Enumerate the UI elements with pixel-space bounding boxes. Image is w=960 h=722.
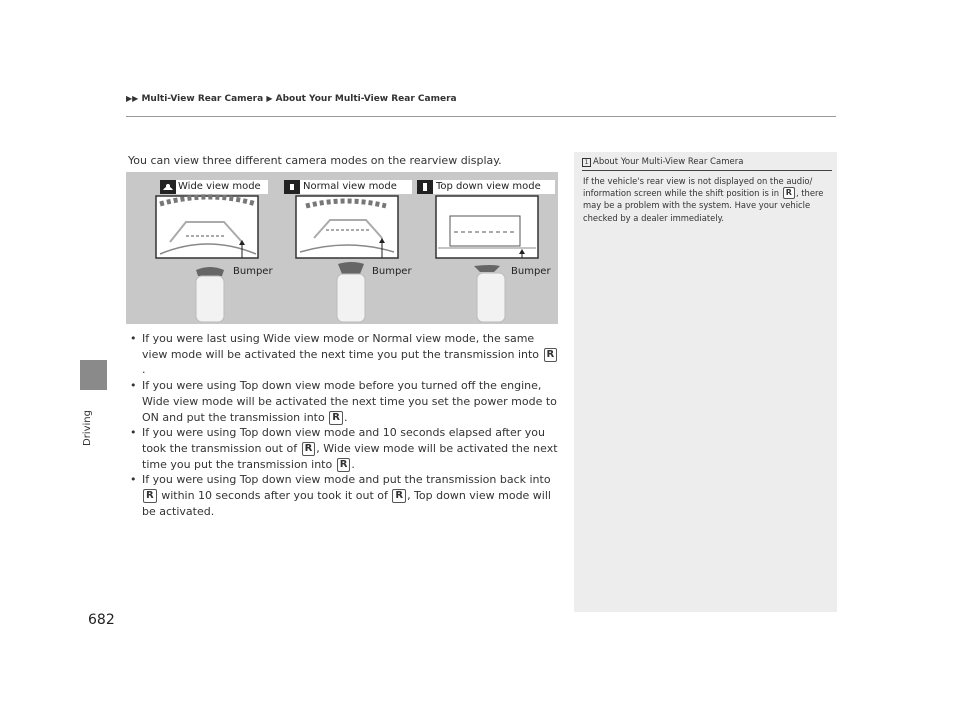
side-note-divider — [582, 170, 832, 171]
section-tab — [80, 360, 107, 390]
intro-text: You can view three different camera modes on the rearview display. — [128, 154, 502, 167]
car-normal — [337, 262, 365, 322]
r-key-icon: R — [337, 458, 351, 472]
list-item: • If you were using Top down view mode and 10 seconds elapsed after you took the transmission out of R , Wide view mode will be activated the next time you put the transmission into R . — [130, 425, 560, 472]
bumper-label: Bumper — [233, 266, 273, 277]
side-note-body: If the vehicle's rear view is not displayed on the audio/ information screen while the shift position is in R , there may be a problem with the system. Have your vehicle checked by a dealer immediately. — [583, 176, 824, 223]
page-number: 682 — [88, 612, 115, 628]
bullet-list — [130, 331, 560, 519]
mode-label-text: Top down view mode — [436, 181, 541, 192]
camera-modes-illustration — [126, 172, 558, 324]
bumper-label: Bumper — [372, 266, 412, 277]
header-divider — [126, 116, 836, 117]
list-item: • If you were using Top down view mode before you turned off the engine, Wide view mode will be activated the next time you set the power mode to ON and put the transmission into R . — [130, 378, 560, 425]
car-topdown — [474, 265, 505, 322]
list-item: • If you were last using Wide view mode or Normal view mode, the same view mode will be activated the next time you put the transmission into R. — [130, 331, 560, 378]
list-item: • If you were using Top down view mode and put the transmission back into R within 10 seconds after you took it out of R , Top down view mode will be activated. — [130, 472, 560, 519]
breadcrumb — [126, 94, 457, 104]
r-key-icon: R — [329, 411, 343, 425]
topdown-view-screen — [436, 196, 538, 258]
section-tab-label: Driving — [82, 410, 93, 446]
car-wide — [196, 267, 224, 322]
mode-label-text: Normal view mode — [303, 181, 397, 192]
r-key-icon: R — [143, 489, 157, 503]
breadcrumb-item[interactable]: About Your Multi-View Rear Camera — [275, 94, 457, 104]
side-note-title: 1 About Your Multi-View Rear Camera — [582, 157, 743, 167]
normal-view-screen — [296, 196, 398, 258]
note-icon: 1 — [582, 158, 591, 167]
breadcrumb-item[interactable]: Multi-View Rear Camera — [141, 94, 264, 104]
arrow-icon: ▶ — [266, 94, 273, 103]
r-key-icon: R — [783, 187, 795, 199]
mode-label-text: Wide view mode — [178, 181, 261, 192]
camera-modes-figure — [126, 172, 558, 324]
r-key-icon: R — [302, 442, 316, 456]
bumper-label: Bumper — [511, 266, 551, 277]
r-key-icon: R — [392, 489, 406, 503]
r-key-icon: R — [544, 348, 558, 362]
wide-view-screen — [156, 196, 258, 258]
arrow-icon: ▶▶ — [126, 94, 139, 103]
